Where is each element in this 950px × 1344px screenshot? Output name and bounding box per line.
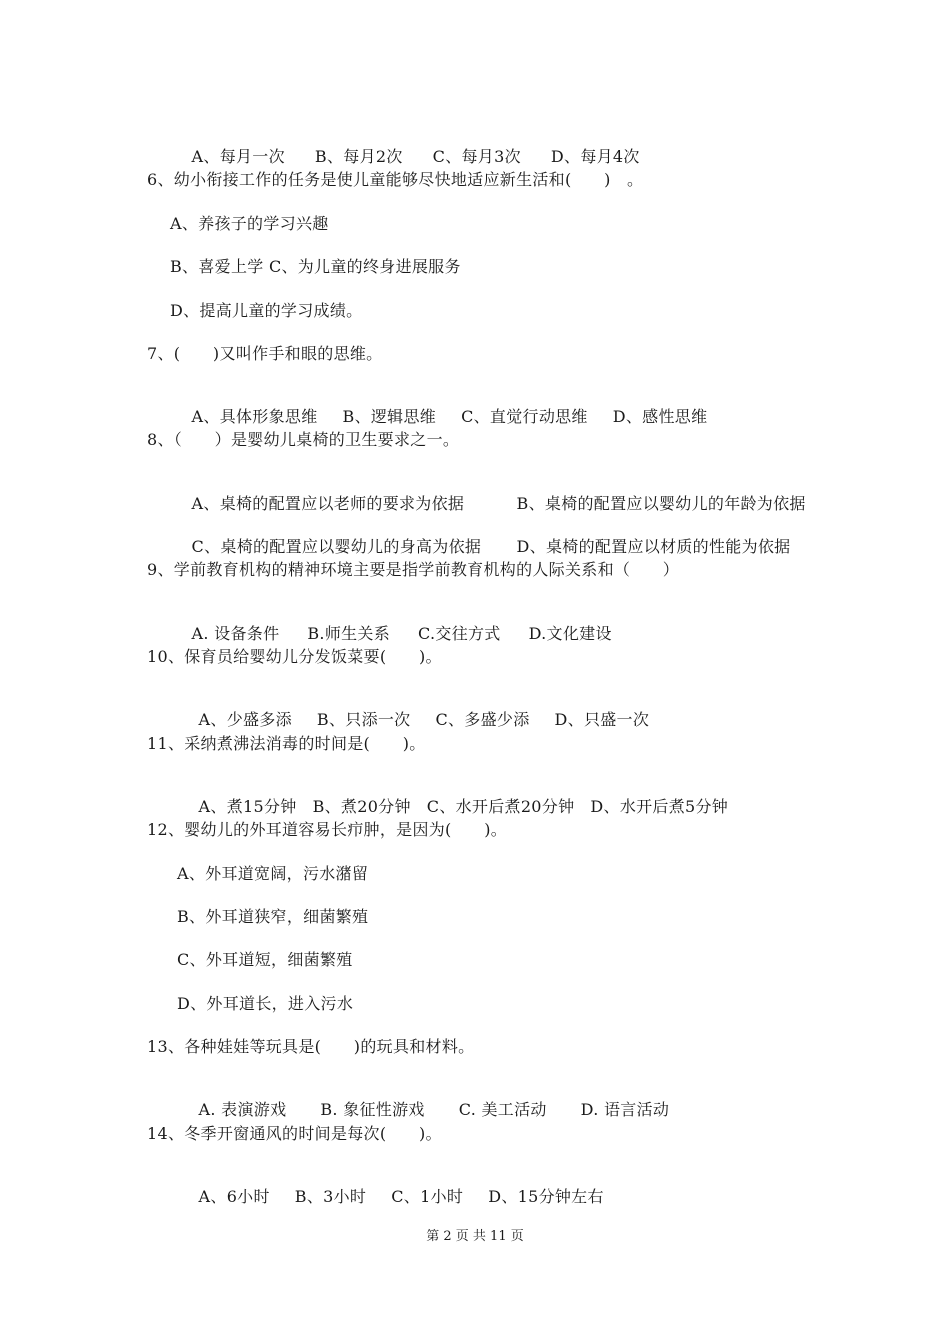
option-c: C. 美工活动 bbox=[458, 1100, 547, 1119]
option-b: B、桌椅的配置应以婴幼儿的年龄为依据 bbox=[516, 494, 806, 513]
question-7: 7、( )又叫作手和眼的思维。 bbox=[147, 344, 383, 363]
question-12: 12、婴幼儿的外耳道容易长疖肿，是因为( )。 bbox=[147, 820, 508, 839]
question-8: 8、（ ）是婴幼儿桌椅的卫生要求之一。 bbox=[147, 430, 460, 449]
option-b: B、逻辑思维 bbox=[342, 407, 437, 426]
option-a: A、少盛多添 bbox=[198, 710, 292, 729]
option-a: A. 表演游戏 bbox=[198, 1100, 287, 1119]
question-10: 10、保育员给婴幼儿分发饭菜要( )。 bbox=[147, 647, 442, 666]
option-d: D、只盛一次 bbox=[554, 710, 650, 729]
option-d: D. 语言活动 bbox=[580, 1100, 670, 1119]
option-c: C、1小时 bbox=[391, 1187, 464, 1206]
option-a: A、外耳道宽阔，污水潴留 bbox=[177, 864, 369, 883]
option-c: C、每月3次 bbox=[432, 147, 521, 166]
question-9: 9、学前教育机构的精神环境主要是指学前教育机构的人际关系和（ ） bbox=[147, 560, 680, 579]
option-d: D、每月4次 bbox=[550, 147, 640, 166]
option-b: B. 象征性游戏 bbox=[320, 1100, 425, 1119]
option-d: D.文化建设 bbox=[528, 624, 612, 643]
option-b: B、每月2次 bbox=[314, 147, 403, 166]
page-footer: 第 2 页 共 11 页 bbox=[426, 1229, 524, 1244]
option-b: B、煮20分钟 bbox=[312, 797, 411, 816]
option-a: A、6小时 bbox=[198, 1187, 270, 1206]
option-d: D、水开后煮5分钟 bbox=[590, 797, 729, 816]
question-11: 11、采纳煮沸法消毒的时间是( )。 bbox=[147, 734, 426, 753]
option-a: A、养孩子的学习兴趣 bbox=[170, 214, 329, 233]
option-b-c: B、喜爱上学 C、为儿童的终身进展服务 bbox=[170, 257, 461, 276]
option-a: A. 设备条件 bbox=[191, 624, 280, 643]
option-d: D、桌椅的配置应以材质的性能为依据 bbox=[516, 537, 791, 556]
options-row-q14 bbox=[177, 1167, 604, 1227]
option-c: C、桌椅的配置应以婴幼儿的身高为依据 bbox=[191, 537, 482, 556]
option-d: D、外耳道长，进入污水 bbox=[177, 994, 354, 1013]
option-b: B、外耳道狭窄，细菌繁殖 bbox=[177, 907, 369, 926]
option-c: C、水开后煮20分钟 bbox=[426, 797, 575, 816]
option-c: C、多盛少添 bbox=[435, 710, 530, 729]
option-d: D、感性思维 bbox=[612, 407, 708, 426]
option-a: A、每月一次 bbox=[191, 147, 285, 166]
option-b: B.师生关系 bbox=[307, 624, 391, 643]
option-c: C.交往方式 bbox=[418, 624, 501, 643]
option-c: C、外耳道短，细菌繁殖 bbox=[177, 950, 353, 969]
option-c: C、直觉行动思维 bbox=[461, 407, 588, 426]
question-14: 14、冬季开窗通风的时间是每次( )。 bbox=[147, 1124, 442, 1143]
option-a: A、煮15分钟 bbox=[198, 797, 297, 816]
option-d: D、15分钟左右 bbox=[488, 1187, 604, 1206]
question-13: 13、各种娃娃等玩具是( )的玩具和材料。 bbox=[147, 1037, 475, 1056]
option-b: B、3小时 bbox=[294, 1187, 367, 1206]
option-d: D、提高儿童的学习成绩。 bbox=[170, 301, 363, 320]
option-b: B、只添一次 bbox=[316, 710, 411, 729]
option-a: A、具体形象思维 bbox=[191, 407, 318, 426]
question-6: 6、幼小衔接工作的任务是使儿童能够尽快地适应新生活和( ) 。 bbox=[147, 170, 644, 189]
option-a: A、桌椅的配置应以老师的要求为依据 bbox=[191, 494, 465, 513]
